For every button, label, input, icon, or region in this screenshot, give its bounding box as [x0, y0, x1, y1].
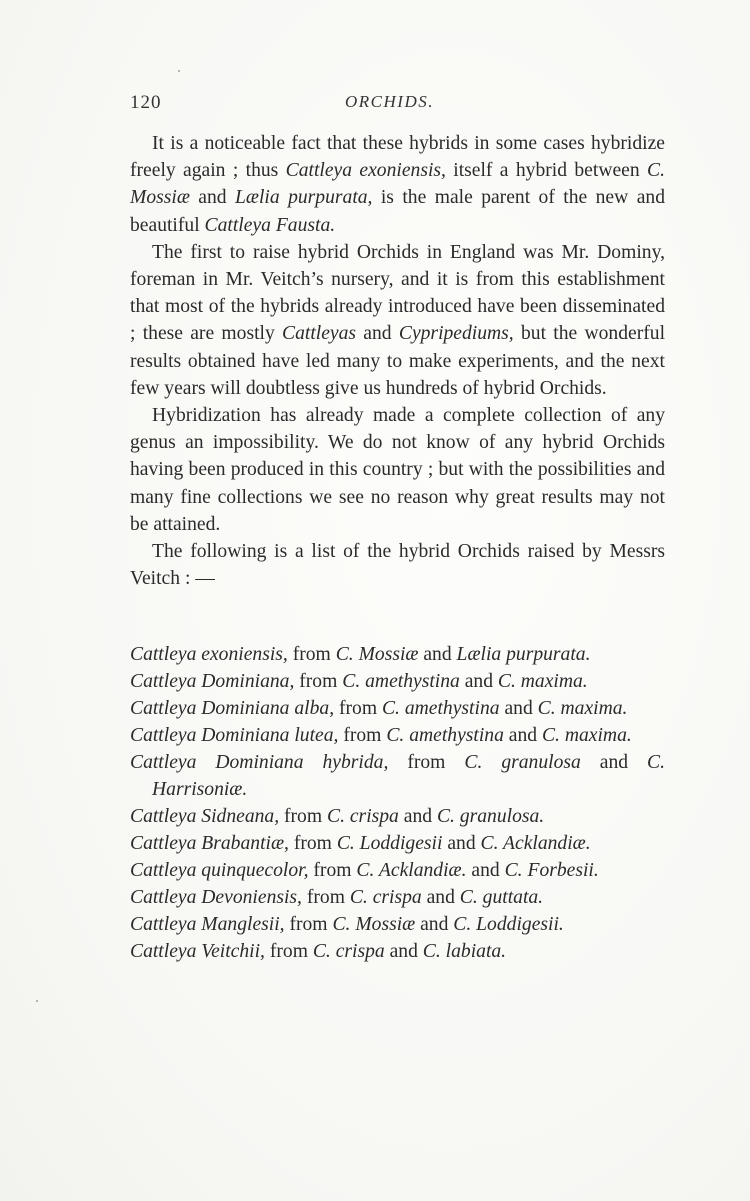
italic-run: Cattleya exoniensis, — [285, 160, 446, 182]
hybrid-entry — [130, 884, 665, 911]
hybrid-entry — [130, 749, 666, 803]
paper-speck — [178, 70, 180, 72]
text-run: from — [284, 914, 333, 935]
parent-species: C. Acklandiæ. — [480, 833, 591, 854]
parent-species: C. crispa — [349, 887, 422, 908]
hybrid-entry — [130, 803, 665, 830]
hybrid-entry — [130, 641, 665, 668]
paragraph-1 — [130, 130, 665, 239]
text-run: from — [279, 806, 327, 827]
paragraph-3 — [130, 402, 665, 538]
paper-speck — [36, 1000, 38, 1002]
text-run: from — [308, 860, 357, 881]
paragraph-4 — [130, 538, 665, 592]
text-run: The first to raise hybrid Orchids in England was Mr. Dominy, foreman in Mr. Veitch’s nursery, and it is from this establishment that most of the hybrids already introduced have been disseminated ; these are mostly — [130, 241, 665, 345]
text-run: and — [421, 887, 460, 908]
text-run: and — [189, 187, 236, 209]
hybrid-entry — [130, 668, 665, 695]
text-run: is the male parent of the new and beautiful — [130, 187, 665, 236]
hybrid-entry — [130, 830, 665, 857]
hybrid-name: Cattleya quinquecolor, — [130, 860, 309, 881]
text-run: from — [301, 887, 350, 908]
text-run: but the wonderful results obtained have led many to make experiments, and the next few years will doubtless give us hundreds of hybrid Orchids. — [130, 323, 666, 399]
text-run: and — [415, 914, 454, 935]
text-run: The following is a list of the hybrid Orchids raised by Messrs Veitch : — — [130, 541, 665, 590]
text-run: and — [503, 725, 542, 746]
text-run: and — [580, 752, 648, 773]
hybrid-list — [130, 641, 665, 965]
hybrid-name: Cattleya exoniensis, — [130, 644, 288, 665]
text-run: It is a noticeable fact that these hybrids in some cases hybridize freely again ; thus — [130, 133, 665, 182]
text-run: and — [384, 941, 423, 962]
hybrid-name: Cattleya Brabantiæ, — [130, 833, 289, 854]
hybrid-entry — [130, 857, 665, 884]
hybrid-entry — [130, 911, 665, 938]
page-number: 120 — [130, 92, 162, 113]
text-run: and — [356, 323, 399, 345]
parent-species: C. granulosa — [464, 752, 581, 773]
parent-species: C. amethystina — [381, 698, 500, 719]
text-run: from — [288, 833, 337, 854]
parent-species: C. guttata. — [459, 887, 544, 908]
hybrid-name: Cattleya Dominiana hybrida, — [130, 752, 389, 773]
text-run: from — [334, 698, 382, 719]
text-run: from — [388, 752, 465, 773]
text-run: from — [287, 644, 336, 665]
hybrid-entry — [130, 695, 665, 722]
parent-species: C. amethystina — [386, 725, 504, 746]
parent-species: C. maxima. — [541, 725, 632, 746]
text-run: and — [398, 806, 437, 827]
italic-run: Cypripediums, — [398, 323, 514, 345]
text-run: and — [459, 671, 498, 692]
hybrid-name: Cattleya Veitchii, — [130, 941, 265, 962]
text-run: from — [338, 725, 387, 746]
parent-species: C. Forbesii. — [504, 860, 599, 881]
hybrid-name: Cattleya Manglesii, — [130, 914, 285, 935]
body-text — [130, 130, 665, 592]
parent-species: C. Mossiæ — [332, 914, 416, 935]
text-run: and — [418, 644, 457, 665]
parent-species: C. maxima. — [497, 671, 588, 692]
text-run: and — [499, 698, 538, 719]
text-run: from — [294, 671, 343, 692]
parent-species: C. Harrisoniæ. — [152, 752, 666, 800]
parent-species: C. crispa — [327, 806, 399, 827]
parent-species: C. maxima. — [537, 698, 628, 719]
text-run: and — [466, 860, 505, 881]
hybrid-name: Cattleya Dominiana lutea, — [130, 725, 339, 746]
italic-run: C. Mossiæ — [130, 160, 665, 209]
parent-species: C. crispa — [312, 941, 385, 962]
hybrid-entry — [130, 938, 665, 965]
hybrid-name: Cattleya Dominiana alba, — [130, 698, 335, 719]
italic-run: Cattleyas — [282, 323, 357, 345]
parent-species: C. Loddigesii. — [453, 914, 564, 935]
italic-run: Cattleya Fausta. — [204, 214, 336, 236]
parent-species: C. Acklandiæ. — [356, 860, 467, 881]
parent-species: C. Mossiæ — [335, 644, 419, 665]
parent-species: C. granulosa. — [436, 806, 545, 827]
hybrid-name: Cattleya Devoniensis, — [130, 887, 302, 908]
hybrid-name: Cattleya Sidneana, — [130, 806, 280, 827]
text-run: itself a hybrid between — [445, 160, 648, 182]
parent-species: Lælia purpurata. — [456, 644, 591, 665]
page-header — [130, 92, 665, 120]
text-run: Hybridization has already made a complete collection of any genus an impossibility. We do not know of any hybrid Orchids having been produced in this country ; but with the possibilities and many fine collections we see no reason why great results may not be attained. — [130, 405, 665, 535]
parent-species: C. labiata. — [422, 941, 507, 962]
parent-species: C. Loddigesii — [336, 833, 443, 854]
parent-species: C. amethystina — [342, 671, 460, 692]
text-run: from — [264, 941, 313, 962]
text-run: and — [442, 833, 481, 854]
italic-run: Lælia purpurata, — [235, 187, 373, 209]
hybrid-entry — [130, 722, 665, 749]
paragraph-2 — [130, 239, 665, 402]
hybrid-name: Cattleya Dominiana, — [130, 671, 295, 692]
running-title: ORCHIDS. — [345, 92, 434, 111]
